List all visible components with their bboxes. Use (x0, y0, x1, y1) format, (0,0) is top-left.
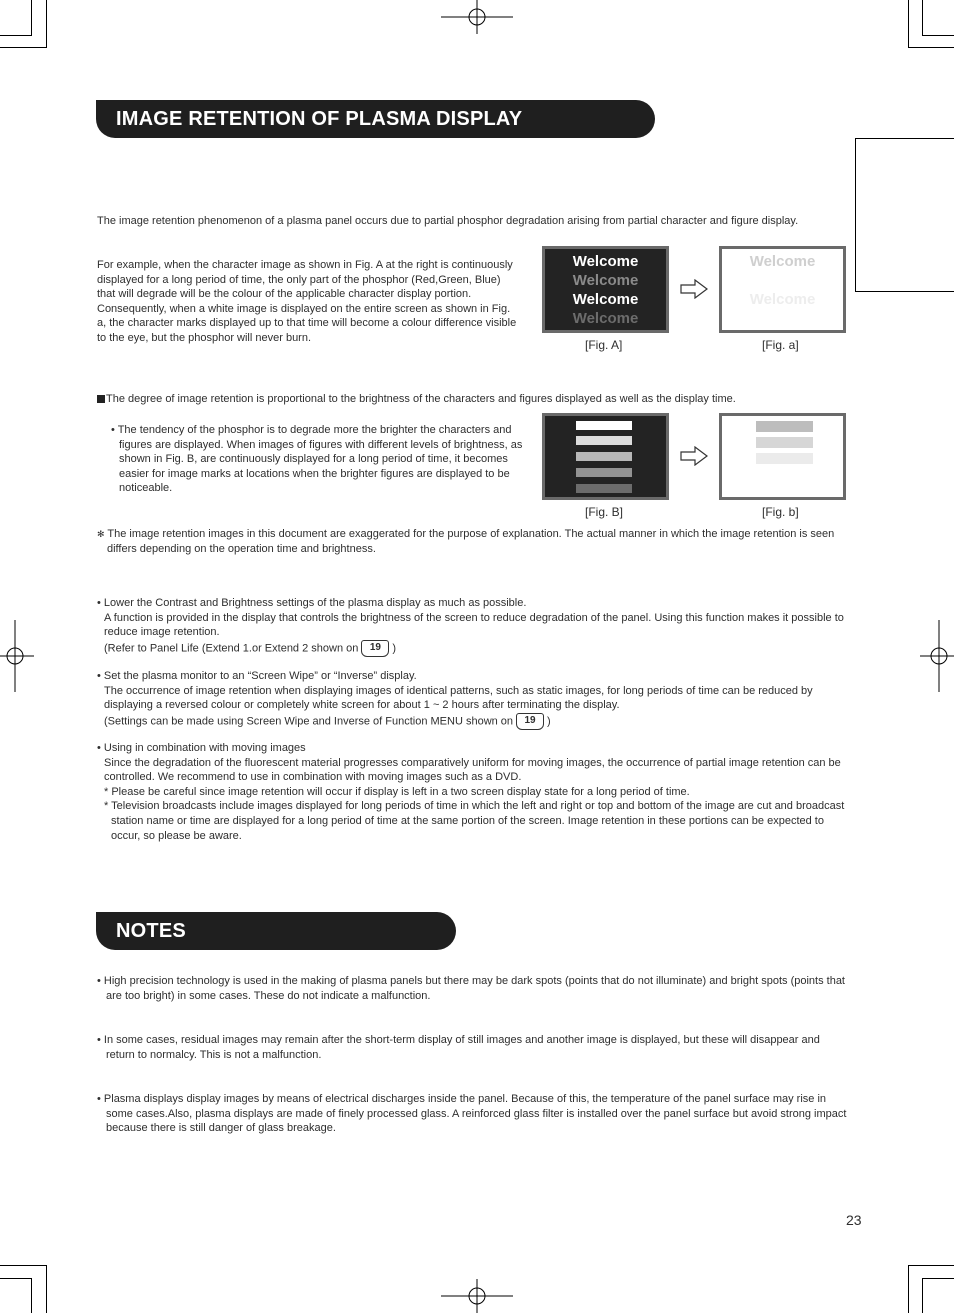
section-heading-text: NOTES (116, 919, 186, 942)
figure-b-retention-bar (756, 437, 813, 448)
tip-screen-wipe (97, 669, 847, 730)
tip1-ref-text: (Refer to Panel Life (Extend 1.or Extend 2 shown on (104, 642, 359, 655)
note-text: • Plasma displays display images by means of electrical discharges inside the panel. Because of this, the temperature of the panel surface may rise in some cases.Also, plasma displays are made of finely processed glass. A reinforced glass filter is installed over the panel surface but avoid strong impact because there is still danger of glass breakage. (97, 1093, 847, 1135)
crop-mark (922, 0, 923, 35)
intro-paragraph (97, 214, 817, 229)
intro-text: The image retention phenomenon of a plasma panel occurs due to partial phosphor degradation arising from partial character and figure display. (97, 215, 799, 227)
figure-a-word: Welcome (572, 253, 639, 270)
section-heading-notes (96, 912, 456, 950)
figure-b-bar (576, 468, 632, 477)
page-reference-link[interactable]: 19 (516, 713, 544, 730)
figure-b-retention-bar (756, 421, 813, 432)
crop-mark (908, 1265, 909, 1313)
crop-mark (46, 0, 47, 48)
registration-mark-icon (441, 0, 513, 34)
tip1-ref-close: ) (392, 642, 397, 655)
crop-mark (0, 47, 46, 48)
registration-mark-icon (0, 620, 34, 692)
tip2-body: The occurrence of image retention when displaying images of identical patterns, such as static images, for long periods of time can be reduced by displaying a reversed colour or completely white screen for about 1 ~ 2 hours after terminating the display. (104, 684, 813, 712)
figure-a-dark-screen (542, 246, 669, 333)
hollow-right-arrow-icon (680, 279, 708, 299)
footnote-paragraph (97, 527, 847, 556)
figure-b-bar (576, 436, 632, 445)
tip2-ref-close: ) (547, 715, 551, 728)
example-text: For example, when the character image as shown in Fig. A at the right is continuously displayed for a long period of time, the only part of the phosphor (Red,Green, Blue) that will degrade will be the colour of the applicable character display portion. Consequently, when a white image is displayed on the entire screen as shown in Fig. a, the character marks displayed up to that time will become a colour difference visible to the eye, but the phosphor will never burn. (97, 259, 517, 344)
section-heading-text: IMAGE RETENTION OF PLASMA DISPLAY (116, 107, 523, 130)
crop-mark (922, 35, 954, 36)
example-paragraph (97, 258, 519, 346)
tip3-title: • Using in combination with moving images (97, 742, 306, 754)
tendency-text: • The tendency of the phosphor is to degrade more the brighter the characters and figures are displayed. When images of figures with different levels of brightness, as shown in Fig. B, are continuously displayed for a long period of time, it becomes easier for image marks at locations when the brighter figures are displayed to be noticeable. (111, 424, 523, 495)
tip1-title: • Lower the Contrast and Brightness settings of the plasma display as much as possible. (97, 597, 527, 609)
registration-mark-icon (920, 620, 954, 692)
tip3-note2: * Television broadcasts include images displayed for long periods of time in which the left and right or top and bottom of the image are cut and broadcast station name or time are displayed for a long period of time at the same portion of the screen. Image retention in these portions can be expected to occur, so please be aware. (104, 800, 845, 842)
figure-a-retention-word: Welcome (749, 253, 816, 270)
crop-mark (908, 47, 954, 48)
section-heading-image-retention (96, 100, 655, 138)
figure-a-word: Welcome (572, 291, 639, 308)
tip3-body: Since the degradation of the fluorescent material progresses comparatively uniform for moving images, the occurrence of partial image retention can be controlled. We recommend to use in combination with moving images such as a DVD. (104, 756, 841, 784)
figure-a-word: Welcome (572, 310, 639, 327)
crop-mark (922, 1278, 923, 1313)
note-item (97, 1092, 849, 1136)
page-number: 23 (846, 1212, 862, 1228)
side-tab (855, 138, 954, 292)
hollow-right-arrow-icon (680, 446, 708, 466)
figure-b-dark-screen (542, 413, 669, 500)
figure-a-lower-caption: [Fig. a] (762, 338, 799, 352)
tip2-ref-text: (Settings can be made using Screen Wipe and Inverse of Function MENU shown on (104, 715, 514, 728)
crop-mark (922, 1278, 954, 1279)
note-item (97, 1033, 847, 1062)
degree-text: The degree of image retention is proportional to the brightness of the characters and figures displayed as well as the display time. (106, 393, 736, 405)
tip3-note1: * Please be careful since image retention will occur if display is left in a two screen display state for a long period of time. (104, 785, 690, 798)
note-text: • In some cases, residual images may remain after the short-term display of still images and another image is displayed, but these will disappear and return to normalcy. This is not a malfunction. (97, 1034, 820, 1061)
figure-a-word: Welcome (572, 272, 639, 289)
crop-mark (31, 0, 32, 35)
figure-b-bar (576, 484, 632, 493)
crop-mark (31, 1278, 32, 1313)
note-text: • High precision technology is used in the making of plasma panels but there may be dark spots (points that do not illuminate) and bright spots (points that are too bright) in some cases. These do not indicate a malfunction. (97, 975, 845, 1002)
page-reference-link[interactable]: 19 (361, 640, 389, 657)
figure-a-white-screen (719, 246, 846, 333)
figure-b-white-screen (719, 413, 846, 500)
tip-moving-images (97, 741, 849, 843)
tip1-body: A function is provided in the display that controls the brightness of the screen to reduce degradation of the panel. Using this function makes it possible to reduce image retention. (104, 611, 844, 639)
figure-b-lower-caption: [Fig. b] (762, 505, 799, 519)
crop-mark (908, 1265, 954, 1266)
figure-a-retention-word: Welcome (749, 291, 816, 308)
figure-b-retention-bar (756, 453, 813, 464)
figure-b-bar (576, 421, 632, 430)
registration-mark-icon (441, 1279, 513, 1313)
crop-mark (0, 1278, 32, 1279)
tip2-title: • Set the plasma monitor to an “Screen Wipe” or “Inverse” display. (97, 670, 417, 682)
footnote-mark: ✻ (97, 529, 105, 539)
footnote-text: The image retention images in this document are exaggerated for the purpose of explanation. The actual manner in which the image retention is seen differs depending on the operation time and brightness. (107, 528, 835, 555)
degree-paragraph (97, 392, 837, 407)
square-bullet-icon (97, 395, 105, 403)
crop-mark (0, 35, 32, 36)
figure-b-caption: [Fig. B] (585, 505, 624, 519)
crop-mark (908, 0, 909, 48)
tendency-paragraph (110, 423, 524, 496)
tip-contrast-brightness (97, 596, 847, 657)
figure-b-bar (576, 452, 632, 461)
crop-mark (46, 1265, 47, 1313)
figure-a-caption: [Fig. A] (585, 338, 623, 352)
crop-mark (0, 1265, 46, 1266)
note-item (97, 974, 847, 1003)
